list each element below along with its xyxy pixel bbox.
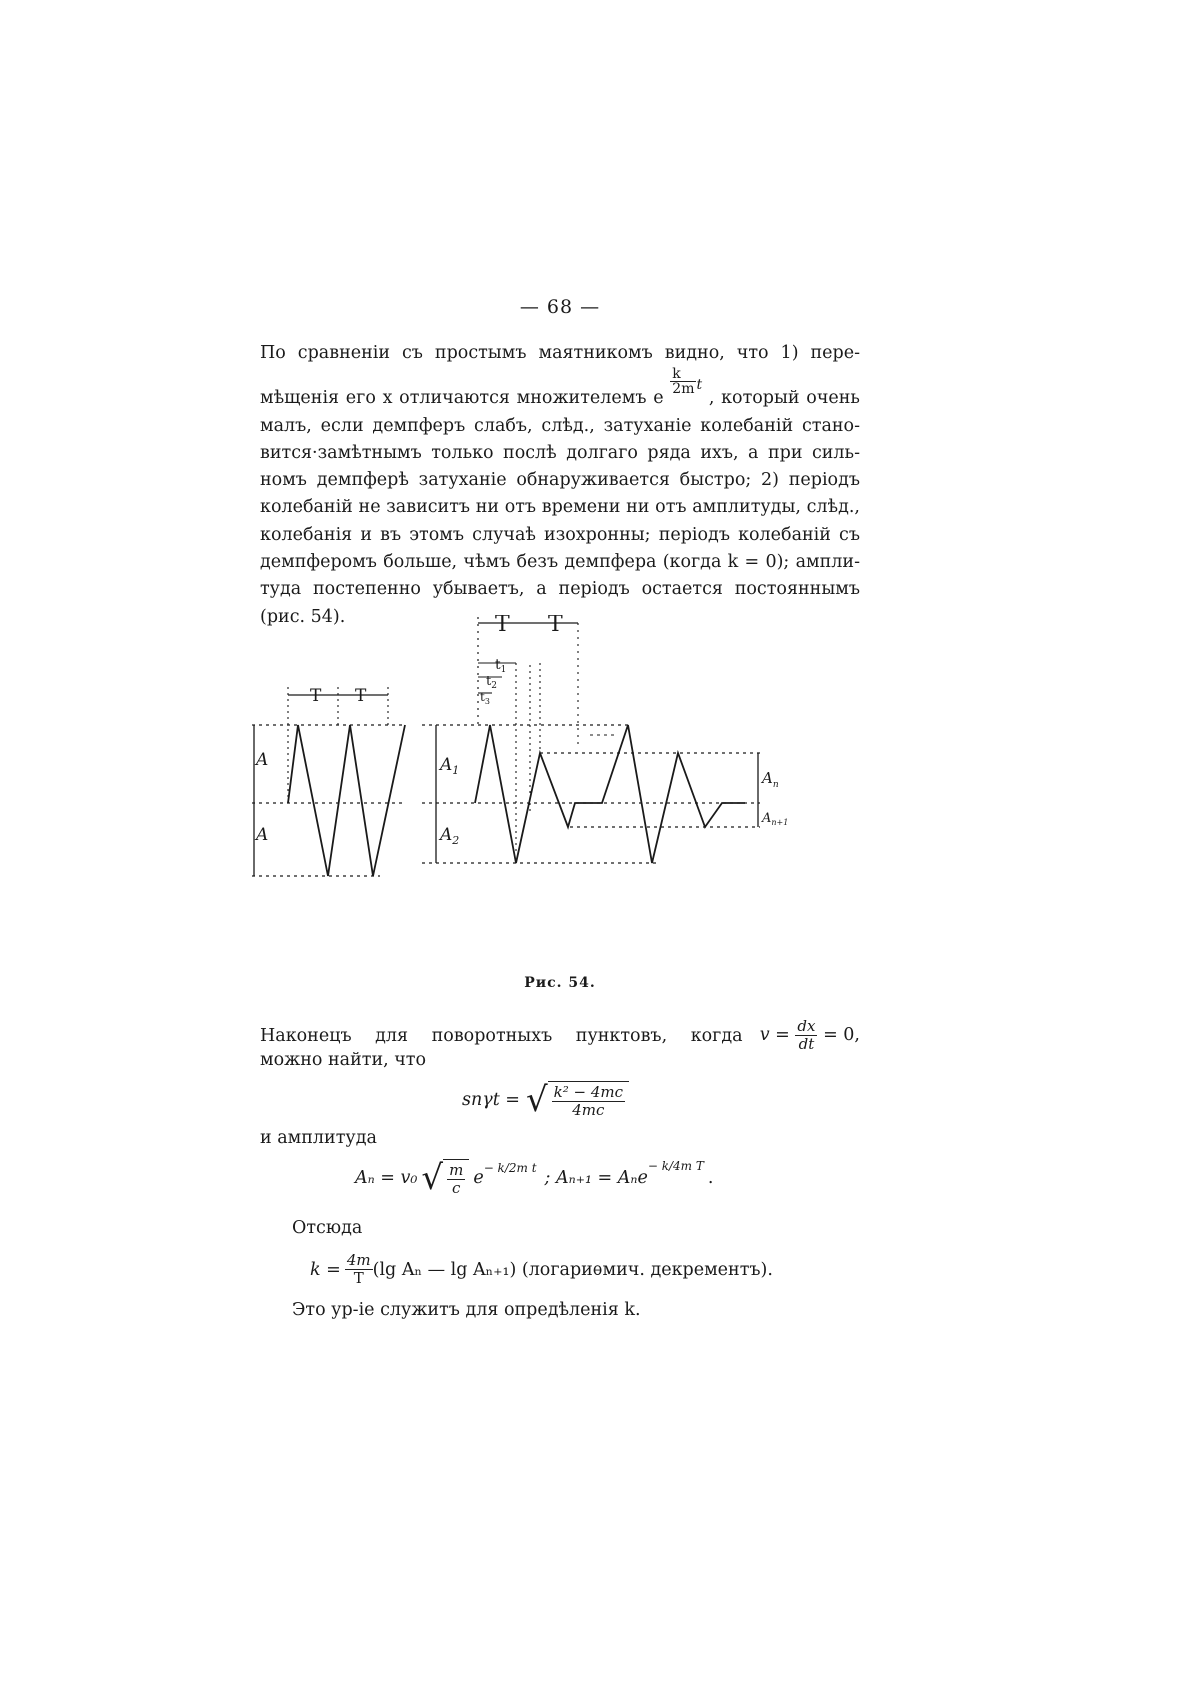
para-line-6: колебаній не зависитъ ни отъ времени ни отъ амплитуды, слѣд., bbox=[260, 497, 860, 518]
equation-decrement bbox=[310, 1252, 773, 1287]
label-t3: $t_3$ bbox=[480, 690, 490, 706]
para-line-2-text: мѣщенія его x отличаются множителемъ e bbox=[260, 388, 664, 409]
para-line-1: По сравненіи съ простымъ маятникомъ видно, что 1) пере- bbox=[260, 343, 860, 363]
label-left-A-bottom: A bbox=[256, 825, 269, 845]
exponent-fraction bbox=[670, 367, 696, 396]
sin-denominator: 4mc bbox=[572, 1101, 605, 1119]
dt: dt bbox=[798, 1035, 815, 1053]
line-serves: Это ур-іе служитъ для опредѣленія k. bbox=[292, 1300, 641, 1320]
label-right-T1: T bbox=[495, 615, 510, 637]
equation-amplitude bbox=[355, 1158, 713, 1198]
amp-sqrt-content bbox=[443, 1159, 469, 1197]
v-eq: v = bbox=[759, 1025, 790, 1045]
para-line-10: (рис. 54). bbox=[260, 606, 346, 627]
para-line-5: номъ демпферѣ затуханіе обнаруживается быстро; 2) періодъ bbox=[260, 470, 860, 491]
T: T bbox=[353, 1269, 364, 1287]
label-t1: $t_1$ bbox=[495, 657, 507, 675]
decrement-rest: (lg Aₙ — lg Aₙ₊₁) (логариѳмич. декрементъ). bbox=[372, 1259, 773, 1280]
exp-denominator: 2m bbox=[672, 381, 695, 398]
figure-caption: Рис. 54. bbox=[524, 975, 596, 991]
exp-numerator: k bbox=[670, 367, 696, 382]
label-left-T1: T bbox=[310, 686, 322, 706]
para-line-4: вится·замѣтнымъ только послѣ долгаго ряда ихъ, а при силь- bbox=[260, 442, 860, 463]
exp-var: t bbox=[696, 377, 703, 394]
paragraph bbox=[260, 340, 860, 631]
m: m bbox=[449, 1161, 464, 1179]
line-can-find: можно найти, что bbox=[260, 1050, 427, 1070]
label-A2: $A_2$ bbox=[440, 825, 460, 847]
turning-points-text: Наконецъ для поворотныхъ пунктовъ, когда bbox=[260, 1025, 743, 1046]
amp-sqrt-symbol: √ bbox=[421, 1158, 444, 1198]
para-line-7: колебанія и въ этомъ случаѣ изохронны; періодъ колебаній съ bbox=[260, 524, 860, 545]
sin-numerator: k² − 4mc bbox=[553, 1083, 624, 1101]
label-An1: $A_{n+1}$ bbox=[762, 811, 789, 827]
sin-fraction bbox=[552, 1084, 625, 1119]
sin-lhs: snγt = bbox=[462, 1090, 520, 1110]
amp-end: . bbox=[707, 1168, 714, 1188]
dx-dt-fraction bbox=[795, 1018, 817, 1053]
m-over-c bbox=[447, 1162, 465, 1197]
para-line-8: демпферомъ больше, чѣмъ безъ демпфера (когда k = 0); ампли- bbox=[260, 552, 860, 573]
figure-54 bbox=[240, 615, 880, 965]
label-left-A-top: A bbox=[256, 750, 269, 770]
sqrt-symbol: √ bbox=[525, 1080, 548, 1120]
velocity-equation bbox=[760, 1018, 860, 1053]
sqrt-content bbox=[548, 1081, 629, 1119]
label-An: $A_n$ bbox=[762, 769, 779, 790]
amp-mid: ; Aₙ₊₁ = Aₙe bbox=[544, 1168, 648, 1188]
label-A1: $A_1$ bbox=[440, 755, 460, 777]
left-graph bbox=[252, 687, 405, 876]
line-turning-points bbox=[260, 1018, 860, 1053]
dx: dx bbox=[797, 1017, 816, 1035]
line-hence: Отсюда bbox=[292, 1218, 363, 1238]
k-eq: k = bbox=[310, 1259, 341, 1280]
amp-exp2: − k/4m T bbox=[647, 1159, 704, 1173]
4m: 4m bbox=[346, 1251, 371, 1269]
line-amplitude: и амплитуда bbox=[260, 1128, 377, 1148]
amp-e: e bbox=[473, 1168, 484, 1188]
page-number: — 68 — bbox=[519, 296, 601, 318]
para-line-9: туда постепенно убываетъ, а періодъ остается постояннымъ bbox=[260, 579, 860, 600]
right-graph bbox=[422, 615, 760, 863]
amp-exp1: − k/2m t bbox=[483, 1161, 537, 1175]
para-line-2-end: , который очень bbox=[708, 388, 860, 409]
label-left-T2: T bbox=[355, 686, 367, 706]
amp-lhs: Aₙ = v₀ bbox=[355, 1168, 418, 1188]
eq-zero: = 0, bbox=[823, 1025, 860, 1045]
label-t2: $t_2$ bbox=[486, 674, 497, 691]
4m-over-T bbox=[345, 1252, 373, 1287]
para-line-2 bbox=[260, 367, 860, 412]
equation-sin bbox=[462, 1080, 629, 1120]
c: c bbox=[452, 1179, 461, 1197]
para-line-3: малъ, если демпферъ слабъ, слѣд., затуханіе колебаній стано- bbox=[260, 415, 860, 436]
label-right-T2: T bbox=[548, 615, 563, 637]
